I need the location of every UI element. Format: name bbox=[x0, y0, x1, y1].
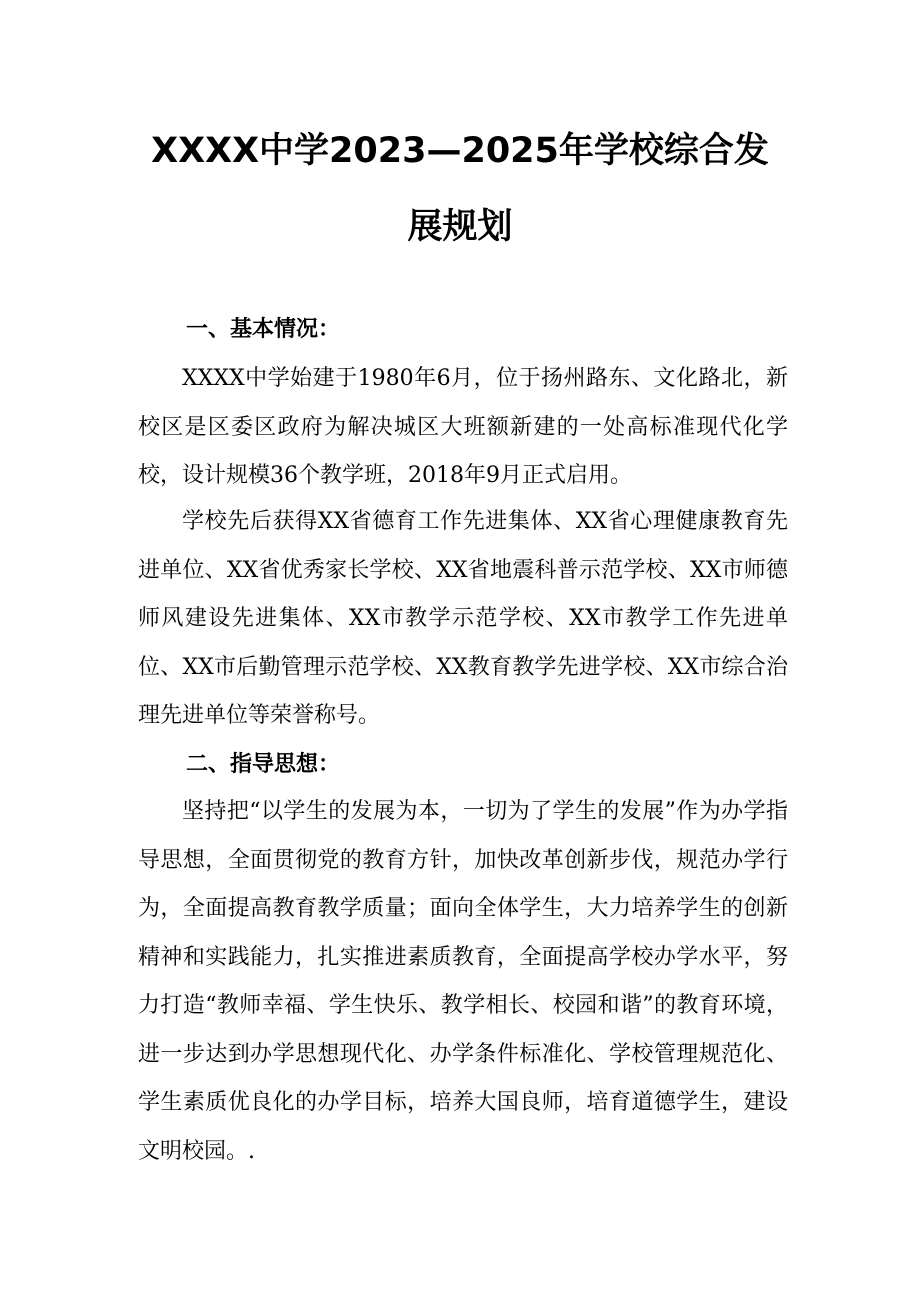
paragraph-guiding-ideology: 坚持把“以学生的发展为本，一切为了学生的发展”作为办学指导思想，全面贯彻党的教育方针，加快改革创新步伐，规范办学行为，全面提高教育教学质量；面向全体学生，大力培养学生的创新精神和实践能力，扎实推进素质教育，全面提高学校办学水平，努力打造“教师幸福、学生快乐、教学相长、校园和谐”的教育环境，进一步达到办学思想现代化、办学条件标准化、学校管理规范化、学生素质优良化的办学目标，培养大国良师，培育道德学生，建设文明校园。. bbox=[138, 799, 788, 1164]
document-title-line-1: XXXX中学2023—2025年学校综合发 bbox=[151, 131, 769, 171]
section-heading-basic-situation: 一、基本情况： bbox=[186, 317, 341, 342]
paragraph-school-honors: 学校先后获得XX省德育工作先进集体、XX省心理健康教育先进单位、XX省优秀家长学校、XX省地震科普示范学校、XX市师德师风建设先进集体、XX市教学示范学校、XX市教学工作先进单位、XX市后勤管理示范学校、XX教育教学先进学校、XX市综合治理先进单位等荣誉称号。 bbox=[138, 509, 788, 728]
paragraph-school-history: XXXX中学始建于1980年6月，位于扬州路东、文化路北，新校区是区委区政府为解决城区大班额新建的一处高标准现代化学校，设计规模36个教学班，2018年9月正式启用。 bbox=[138, 366, 788, 488]
section-heading-guiding-ideology: 二、指导思想： bbox=[186, 752, 341, 777]
document-title-line-2: 展规划 bbox=[407, 207, 513, 247]
